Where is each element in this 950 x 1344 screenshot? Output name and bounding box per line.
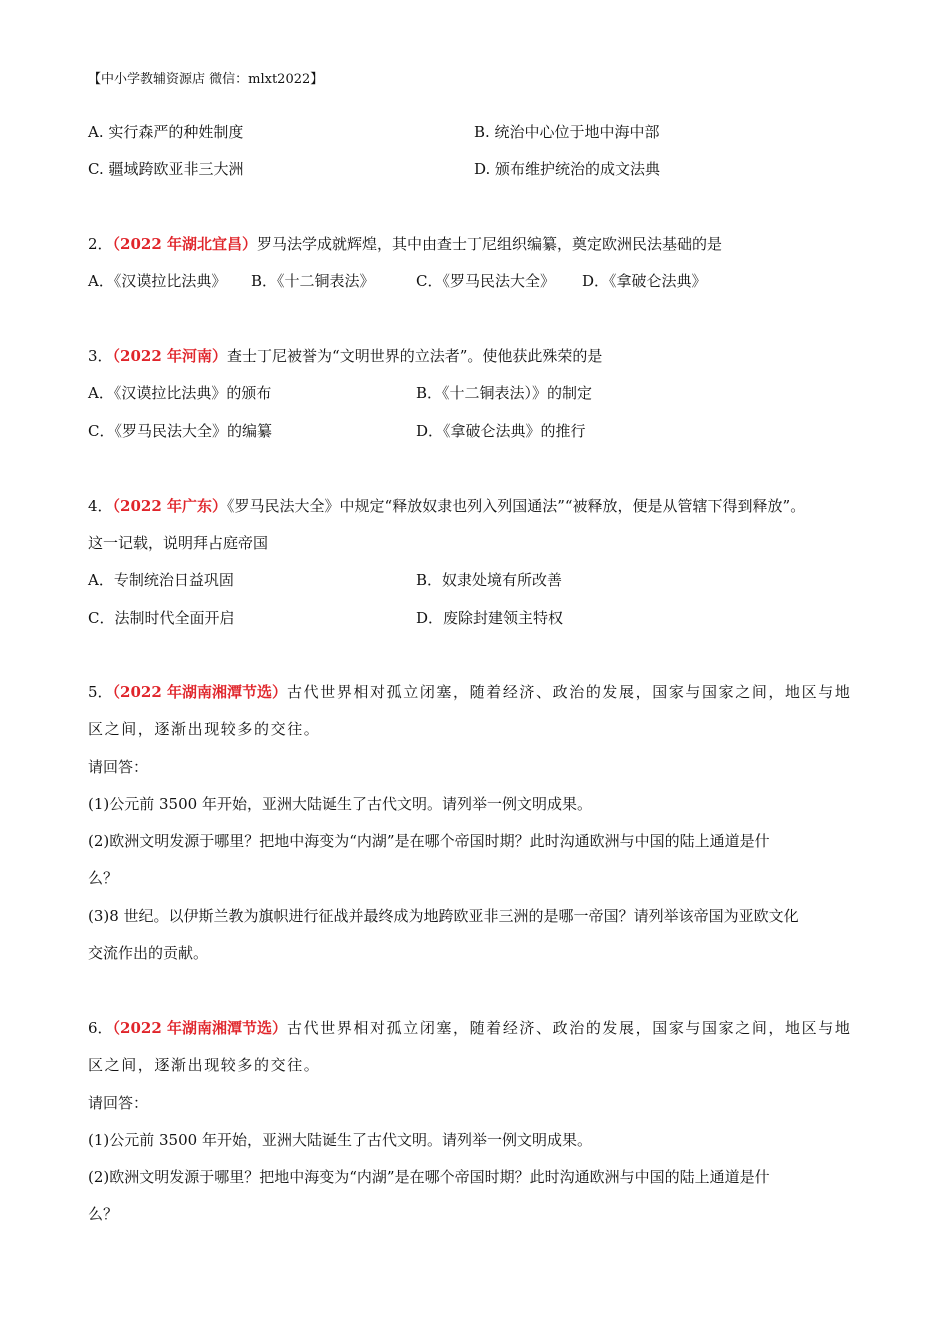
- q4-number: 4．: [88, 497, 113, 515]
- q3-option-a: A．《汉谟拉比法典》的颁布: [88, 384, 272, 402]
- q1-option-a: A. 实行森严的种姓制度: [88, 123, 244, 141]
- q4-stem-text: 《罗马民法大全》中规定“释放奴隶也列入列国通法”“被释放，便是从管辖下得到释放”。: [227, 497, 806, 515]
- q2-option-c: C．《罗马民法大全》: [416, 272, 555, 290]
- q6-source: （2022 年湖南湘潭节选）: [112, 1019, 288, 1037]
- q3-stem-text: 查士丁尼被誉为“文明世界的立法者”。使他获此殊荣的是: [227, 347, 603, 365]
- header-watermark: 【中小学教辅资源店 微信：mlxt2022】: [88, 72, 324, 87]
- q3-number: 3．: [88, 347, 113, 365]
- q6-sub-question-2-line-1: (2)欧洲文明发源于哪里？把地中海变为“内湖”是在哪个帝国时期？此时沟通欧洲与中国的陆上通道是什: [88, 1168, 770, 1186]
- q2-stem-text: 罗马法学成就辉煌，其中由查士丁尼组织编纂，奠定欧洲民法基础的是: [257, 235, 723, 253]
- q5-sub-question-2-line-1: (2)欧洲文明发源于哪里？把地中海变为“内湖”是在哪个帝国时期？此时沟通欧洲与中国的陆上通道是什: [88, 832, 770, 850]
- q4-source: （2022 年广东）: [112, 497, 228, 515]
- q2-stem: [88, 234, 722, 254]
- q6-sub-question-2-line-2: 么？: [88, 1205, 119, 1223]
- q5-stem-line-2: 区之间，逐渐出现较多的交往。: [88, 720, 321, 738]
- q5-sub-question-3-line-1: (3)8 世纪。以伊斯兰教为旗帜进行征战并最终成为地跨欧亚非三洲的是哪一帝国？请列举该帝国为亚欧文化: [88, 907, 799, 925]
- q2-option-b: B．《十二铜表法》: [251, 272, 375, 290]
- q1-option-b: B. 统治中心位于地中海中部: [474, 123, 660, 141]
- q4-stem-line-1: [88, 496, 805, 516]
- q3-option-b: B．《十二铜表法）》的制定: [416, 384, 593, 402]
- q1-option-c: C. 疆域跨欧亚非三大洲: [88, 160, 244, 178]
- q2-source: （2022 年湖北宜昌）: [112, 235, 258, 253]
- q2-number: 2．: [88, 235, 113, 253]
- q2-option-a: A．《汉谟拉比法典》: [88, 272, 227, 290]
- q2-option-d: D．《拿破仑法典》: [582, 272, 707, 290]
- q6-number: 6．: [88, 1019, 113, 1037]
- q6-stem-text: 古代世界相对孤立闭塞，随着经济、政治的发展，国家与国家之间，地区与地: [287, 1019, 852, 1037]
- q4-stem-line-2: 这一记载，说明拜占庭帝国: [88, 534, 269, 552]
- q4-option-d: D．废除封建领主特权: [416, 609, 564, 627]
- q5-sub-question-3-line-2: 交流作出的贡献。: [88, 944, 209, 962]
- q5-stem-text: 古代世界相对孤立闭塞，随着经济、政治的发展，国家与国家之间，地区与地: [287, 683, 852, 701]
- q4-option-b: B．奴隶处境有所改善: [416, 571, 563, 589]
- q4-option-c: C．法制时代全面开启: [88, 609, 235, 627]
- q4-option-a: A．专制统治日益巩固: [88, 571, 234, 589]
- q1-option-d: D. 颁布维护统治的成文法典: [474, 160, 661, 178]
- q3-stem: [88, 346, 602, 366]
- q5-prompt: 请回答：: [88, 758, 149, 776]
- q3-source: （2022 年河南）: [112, 347, 228, 365]
- q6-prompt: 请回答：: [88, 1094, 149, 1112]
- q5-source: （2022 年湖南湘潭节选）: [112, 683, 288, 701]
- q5-sub-question-2-line-2: 么？: [88, 869, 119, 887]
- q3-option-c: C．《罗马民法大全》的编纂: [88, 422, 272, 440]
- q5-number: 5．: [88, 683, 113, 701]
- q6-sub-question-1: (1)公元前 3500 年开始，亚洲大陆诞生了古代文明。请列举一例文明成果。: [88, 1131, 592, 1149]
- q3-option-d: D．《拿破仑法典》的推行: [416, 422, 586, 440]
- q6-stem-line-1: [88, 1018, 851, 1038]
- q5-stem-line-1: [88, 682, 851, 702]
- q6-stem-line-2: 区之间，逐渐出现较多的交往。: [88, 1056, 321, 1074]
- q5-sub-question-1: (1)公元前 3500 年开始，亚洲大陆诞生了古代文明。请列举一例文明成果。: [88, 795, 592, 813]
